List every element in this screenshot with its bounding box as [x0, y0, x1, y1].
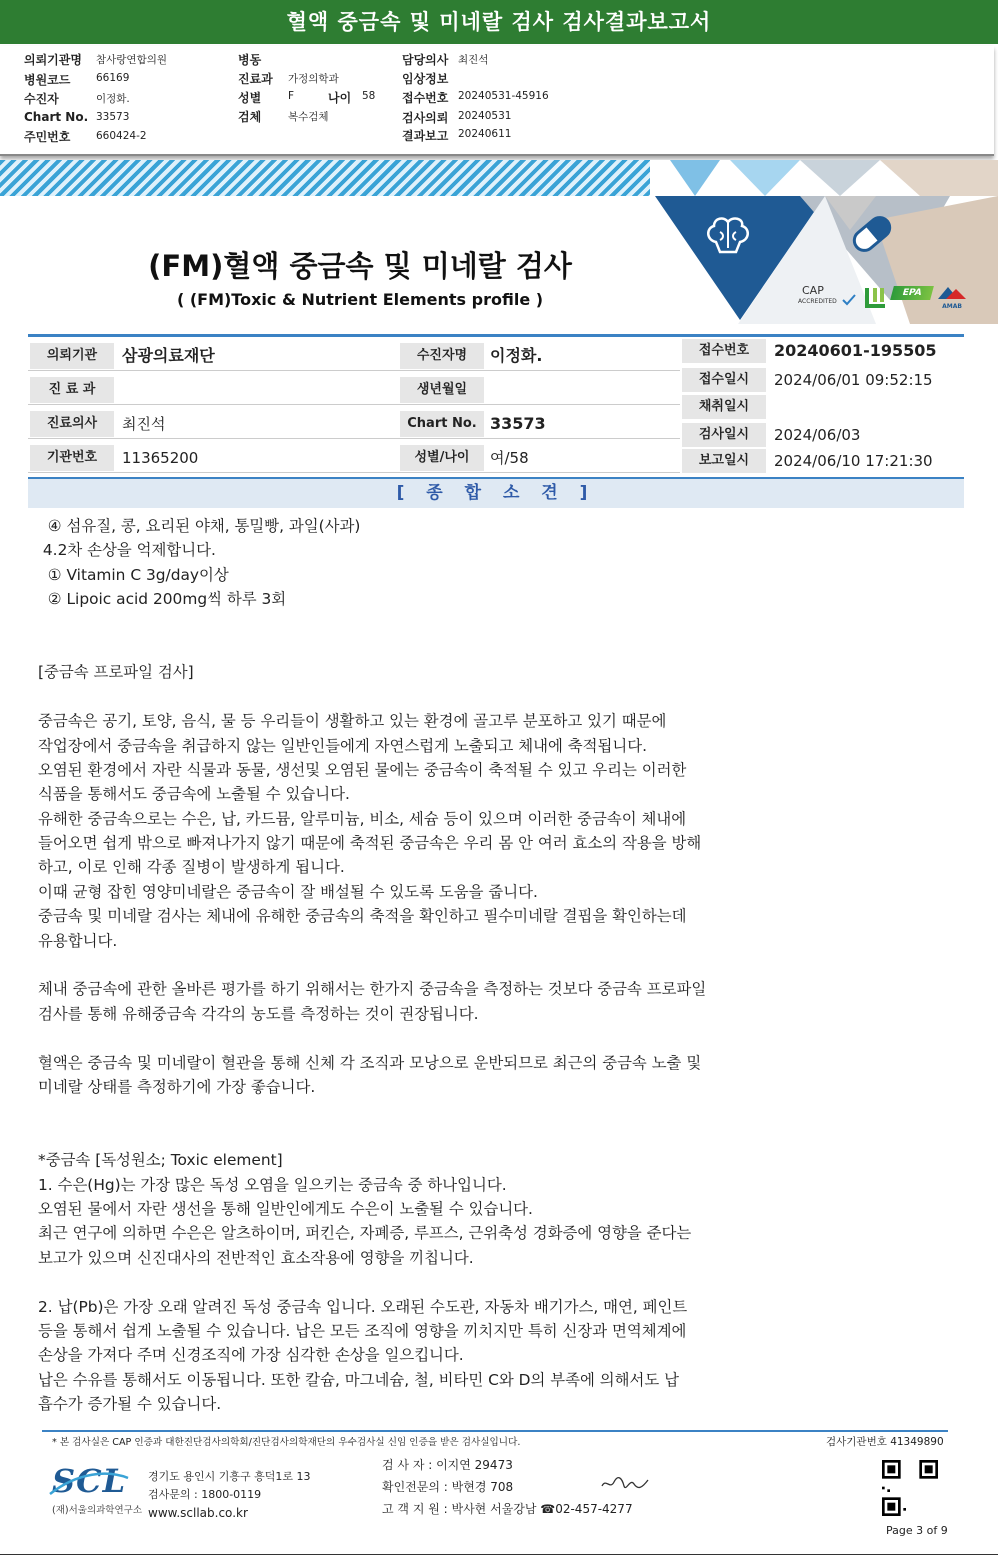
table-row	[680, 368, 964, 394]
staff-block	[382, 1454, 633, 1520]
body-line: 보고가 있으며 신진대사의 전반적인 효소작용에 영향을 끼칩니다.	[38, 1248, 474, 1267]
info-value: 삼광의료재단	[122, 346, 215, 365]
header-label: 병동	[238, 53, 262, 67]
staff-line: 검 사 자 : 이지연 29473	[382, 1458, 513, 1472]
body-line: ① Vitamin C 3g/day이상	[38, 565, 229, 584]
info-label: 진료의사	[30, 411, 114, 437]
lab-address: 경기도 용인시 기흥구 흥덕1로 13	[148, 1470, 311, 1483]
header-value: 복수검체	[288, 111, 329, 123]
info-label: 진 료 과	[30, 377, 114, 403]
info-label: 접수일시	[682, 368, 766, 392]
request-info-header	[0, 46, 994, 156]
cap-logo-text: CAP	[802, 284, 824, 297]
body-line: 중금속 및 미네랄 검사는 체내에 유해한 중금속의 축적을 확인하고 필수미네랄 결핍을 확인하는데	[38, 907, 687, 926]
body-line: 1. 수은(Hg)는 가장 많은 독성 오염을 일으키는 중금속 중 하나입니다.	[38, 1175, 507, 1194]
qr-code-icon	[882, 1460, 938, 1516]
body-line: 중금속은 공기, 토양, 음식, 물 등 우리들이 생활하고 있는 환경에 골고루 분포하고 있기 때문에	[38, 712, 667, 731]
table-row	[680, 423, 964, 449]
body-line: ④ 섬유질, 콩, 요리된 야채, 통밀빵, 과일(사과)	[38, 517, 361, 535]
header-label: 검체	[238, 110, 262, 124]
header-label: 병원코드	[24, 73, 71, 87]
header-value: 58	[362, 90, 376, 102]
body-line: 하고, 이로 인해 각종 질병이 발생하게 됩니다.	[38, 858, 345, 877]
header-label: 결과보고	[402, 129, 449, 143]
table-row	[28, 443, 680, 473]
info-label: 채취일시	[682, 395, 766, 419]
body-line	[38, 636, 768, 660]
table-row	[28, 409, 680, 439]
body-line: 4.2차 손상을 억제합니다.	[38, 541, 216, 560]
table-row	[680, 449, 964, 475]
header-value: F	[288, 90, 295, 102]
report-body-text	[38, 514, 768, 1416]
table-row	[28, 341, 680, 371]
signature-image	[600, 1474, 650, 1494]
body-line: 오염된 물에서 자란 생선을 통해 일반인에게도 수은이 노출될 수 있습니다.	[38, 1199, 533, 1218]
patient-info-table	[28, 334, 680, 467]
info-value: 20240601-195505	[774, 341, 937, 360]
body-line	[38, 1099, 768, 1123]
report-subtitle: ( (FM)Toxic & Nutrient Elements profile )	[176, 290, 544, 309]
body-line: 손상을 가져다 주며 신경조직에 가장 심각한 손상을 일으킵니다.	[38, 1346, 464, 1365]
header-label: 진료과	[238, 72, 273, 86]
info-label: 보고일시	[682, 449, 766, 473]
header-label: 수진자	[24, 92, 59, 106]
header-value: 20240531-45916	[458, 90, 549, 102]
header-label: 임상정보	[402, 72, 449, 86]
header-value: 20240611	[458, 128, 512, 140]
header-label: 주민번호	[24, 130, 71, 144]
info-value: 2024/06/10 17:21:30	[774, 452, 933, 470]
lm-logo	[864, 286, 886, 310]
body-line: 오염된 환경에서 자란 식물과 동물, 생선및 오염된 물에는 중금속이 축적될 수 있고 우리는 이러한	[38, 760, 687, 779]
summary-header: [ 종 합 소 견 ]	[28, 477, 964, 508]
info-value: 이정화.	[490, 346, 543, 365]
header-label: 성별	[238, 91, 262, 105]
info-label: 의뢰기관	[30, 343, 114, 369]
body-line: 들어오면 쉽게 밖으로 빠져나가지 않기 때문에 축적된 중금속은 우리 몸 안 여러 효소의 작용을 방해	[38, 834, 702, 853]
scl-logo-text: SCL	[52, 1462, 127, 1500]
header-value: 33573	[96, 111, 130, 123]
table-row	[680, 339, 964, 365]
lab-phone: 검사문의 : 1800-0119	[148, 1488, 262, 1501]
header-value: 20240531	[458, 110, 512, 122]
header-value: 이정화.	[96, 93, 130, 105]
info-label: 기관번호	[30, 445, 114, 471]
info-value: 33573	[490, 414, 546, 433]
header-value: 가정의학과	[288, 73, 339, 85]
body-line	[38, 1026, 768, 1050]
body-line	[38, 1270, 768, 1294]
header-label: 의뢰기관명	[24, 53, 82, 67]
footer-divider	[42, 1430, 948, 1432]
info-label: 성별/나이	[400, 445, 484, 471]
body-line: 작업장에서 중금속을 취급하지 않는 일반인들에게 자연스럽게 노출되고 체내에 축적됩니다.	[38, 736, 647, 755]
header-value: 최진석	[458, 54, 489, 66]
scl-logo	[52, 1462, 142, 1516]
body-line: 미네랄 상태를 측정하기에 가장 좋습니다.	[38, 1077, 316, 1096]
info-value: 최진석	[122, 415, 166, 433]
amab-logo	[938, 284, 966, 310]
report-title: (FM)혈액 중금속 및 미네랄 검사	[148, 249, 572, 283]
page-bottom-rule	[0, 1554, 998, 1555]
info-label: 접수번호	[682, 339, 766, 363]
body-line: 2. 납(Pb)은 가장 오래 알려진 독성 중금속 입니다. 오래된 수도관, 자동차 배기가스, 매연, 페인트	[38, 1297, 688, 1316]
staff-line: 확인전문의 : 박현경 708	[382, 1480, 514, 1494]
table-row	[680, 395, 964, 421]
body-line: 검사를 통해 유해중금속 각각의 농도를 측정하는 것이 권장됩니다.	[38, 1004, 479, 1023]
info-label: 생년월일	[400, 377, 484, 403]
staff-line: 고 객 지 원 : 박사현 서울강남 ☎02-457-4277	[382, 1502, 633, 1516]
report-header-title: 혈액 중금속 및 미네랄 검사 검사결과보고서	[0, 0, 998, 44]
info-label: Chart No.	[400, 411, 484, 437]
table-row	[28, 375, 680, 405]
epa-logo-text: EPA	[890, 286, 934, 300]
epa-logo	[892, 286, 932, 308]
lab-website[interactable]: www.scllab.co.kr	[148, 1506, 248, 1520]
capsule-icon	[844, 206, 900, 266]
body-line: *중금속 [독성원소; Toxic element]	[38, 1151, 283, 1170]
info-value: 여/58	[490, 449, 529, 467]
amab-logo-text: AMAB	[942, 303, 962, 310]
info-label: 수진자명	[400, 343, 484, 369]
header-value: 참사랑연합의원	[96, 54, 168, 66]
lab-address-block	[148, 1468, 311, 1522]
body-line: 이때 균형 잡힌 영양미네랄은 중금속이 잘 배설될 수 있도록 도움을 줍니다.	[38, 882, 538, 901]
scl-name: (재)서울의과학연구소	[52, 1505, 143, 1516]
cap-logo-sub: ACCREDITED	[798, 298, 837, 305]
body-line	[38, 953, 768, 977]
body-line	[38, 1124, 768, 1148]
header-label: 나이	[328, 91, 352, 105]
page-number: Page 3 of 9	[886, 1524, 948, 1537]
info-value: 11365200	[122, 449, 199, 467]
accreditation-note: * 본 검사실은 CAP 인증과 대한진단검사의학회/진단검사의학재단의 우수검사실 신임 인증을 받은 검사실입니다.	[52, 1437, 521, 1448]
header-value: 66169	[96, 72, 130, 84]
header-label: 검사의뢰	[402, 111, 449, 125]
info-value: 2024/06/03	[774, 426, 861, 444]
accreditation-logos	[798, 284, 968, 312]
header-value: 660424-2	[96, 130, 147, 142]
body-line: 유용합니다.	[38, 931, 118, 950]
check-icon	[842, 294, 856, 306]
header-label: 담당의사	[402, 53, 449, 67]
body-line: 체내 중금속에 관한 올바른 평가를 하기 위해서는 한가지 중금속을 측정하는 것보다 중금속 프로파일	[38, 980, 707, 999]
body-line	[38, 685, 768, 709]
scl-swoosh-icon	[48, 1468, 130, 1498]
cap-logo	[798, 284, 858, 310]
info-label: 검사일시	[682, 423, 766, 447]
body-line: 유해한 중금속으로는 수은, 납, 카드뮴, 알루미늄, 비소, 세슘 등이 있으며 이러한 중금속이 체내에	[38, 809, 687, 828]
info-value: 2024/06/01 09:52:15	[774, 371, 933, 389]
header-label: 접수번호	[402, 91, 449, 105]
receipt-info-table	[680, 334, 964, 470]
body-line: 식품을 통해서도 중금속에 노출될 수 있습니다.	[38, 785, 350, 804]
body-line: 혈액은 중금속 및 미네랄이 혈관을 통해 신체 각 조직과 모낭으로 운반되므로 최근의 중금속 노출 및	[38, 1053, 702, 1072]
body-line: 흡수가 증가될 수 있습니다.	[38, 1395, 222, 1414]
header-label: Chart No.	[24, 110, 89, 124]
body-line: 납은 수유를 통해서도 이동됩니다. 또한 칼슘, 마그네슘, 철, 비타민 C와 D의 부족에 의해서도 납	[38, 1370, 679, 1389]
body-line: 최근 연구에 의하면 수은은 알츠하이머, 퍼킨슨, 자폐증, 루프스, 근위축성 경화증에 영향을 준다는	[38, 1224, 692, 1243]
body-line: [중금속 프로파일 검사]	[38, 663, 194, 682]
body-line: ② Lipoic acid 200mg씩 하루 3회	[38, 590, 287, 609]
body-line: 등을 통해서 쉽게 노출될 수 있습니다. 납은 모든 조직에 영향을 끼치지만 특히 신장과 면역체계에	[38, 1321, 687, 1340]
institution-number: 검사기관번호 41349890	[826, 1436, 944, 1448]
body-line	[38, 612, 768, 636]
